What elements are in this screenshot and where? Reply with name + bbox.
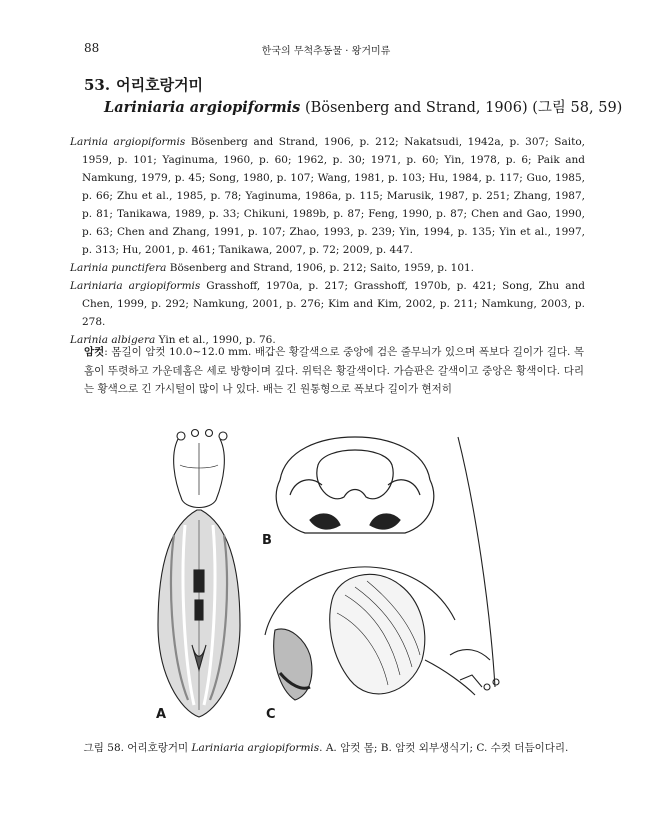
eye — [192, 430, 199, 437]
eye — [177, 432, 185, 440]
scape — [317, 450, 393, 499]
species-authority: (Bösenberg and Strand, 1906) — [300, 100, 533, 116]
tibia-spot — [484, 684, 490, 690]
abdomen-spot — [195, 600, 203, 620]
tibia-spot — [493, 679, 499, 685]
species-korean-name: 어리호랑거미 — [116, 76, 204, 94]
figure-58 — [70, 425, 590, 730]
species-number: 53. — [84, 76, 111, 94]
synonym-name: Larinia argiopiformis — [70, 136, 186, 148]
tibia-outline — [425, 660, 475, 695]
species-heading — [84, 74, 203, 95]
synonym-name: Larinia albigera — [70, 334, 156, 346]
abdomen-spot — [194, 570, 204, 592]
panel-label-b: B — [262, 533, 272, 548]
synonym-entry — [70, 277, 585, 331]
synonym-entry — [70, 259, 585, 277]
synonym-refs: Grasshoff, 1970a, p. 217; Grasshoff, 1970b, p. 421; Song, Zhu and Chen, 1999, p. 292; Namkung, 2001, p. 276; Kim and Kim, 2002, p. 211; Namkung, 2003, p. 278. — [82, 280, 585, 328]
female-body-drawing — [158, 430, 240, 718]
synonym-refs: Bösenberg and Strand, 1906, p. 212; Saito, 1959, p. 101. — [166, 262, 475, 274]
female-description — [84, 343, 584, 399]
synonym-name: Larinia punctifera — [70, 262, 167, 274]
panel-label-a: A — [156, 707, 167, 722]
panel-label-c: C — [266, 707, 276, 722]
figure-illustration — [70, 425, 590, 730]
running-title: 한국의 무척추동물 · 왕거미류 — [261, 46, 391, 57]
figure-caption — [0, 740, 652, 755]
eye — [219, 432, 227, 440]
epigynum-lobe — [290, 480, 322, 495]
page-number: 88 — [84, 41, 100, 55]
species-figure-ref: (그림 58, 59) — [532, 100, 623, 116]
synonym-entry — [70, 133, 585, 259]
caption-prefix: 그림 58. 어리호랑거미 — [83, 742, 192, 754]
epigynum-lobe — [388, 480, 420, 495]
synonym-name: Lariniaria argiopiformis — [70, 280, 201, 292]
patella-outline — [450, 650, 490, 660]
description-label: 암컷 — [84, 346, 105, 358]
copulatory-opening — [370, 514, 400, 529]
species-subheading — [104, 96, 622, 117]
species-scientific-name: Lariniaria argiopiformis — [104, 99, 301, 116]
caption-scientific-name: Lariniaria argiopiformis — [191, 742, 320, 754]
eye — [206, 430, 213, 437]
description-text: : 몸길이 암컷 10.0~12.0 mm. 배갑은 황갈색으로 중앙에 검은 줄무늬가 있으며 폭보다 길이가 길다. 목홈이 뚜렷하고 가운데홈은 세로 방향이며 깊다. 위턱은 황갈색이다. 가슴판은 갈색이고 중앙은 황색이다. 다리는 황색으로 긴 가시털이 많이 나 있다. 배는 긴 원통형으로 폭보다 길이가 현저히 — [84, 346, 584, 395]
synonymy-list — [70, 133, 585, 349]
epigynum-drawing — [276, 437, 434, 533]
palp-bulb — [330, 574, 425, 694]
synonym-refs: Bösenberg and Strand, 1906, p. 212; Nakatsudi, 1942a, p. 307; Saito, 1959, p. 101; Yaginuma, 1960, p. 60; 1962, p. 30; 1971, p. 60; Yin, 1978, p. 6; Paik and Namkung, 1979, p. 45; Song, 1980, p. 107; Wang, 1981, p. 103; Hu, 1984, p. 117; Guo, 1985, p. 66; Zhu et al., 1985, p. 78; Yaginuma, 1986a, p. 115; Marusik, 1987, p. 251; Zhang, 1987, p. 81; Tanikawa, 1989, p. 33; Chikuni, 1989b, p. 87; Feng, 1990, p. 87; Chen and Gao, 1990, p. 63; Chen and Zhang, 1991, p. 107; Zhao, 1993, p. 239; Yin, 1994, p. 135; Yin et al., 1997, p. 313; Hu, 2001, p. 461; Tanikawa, 2007, p. 72; 2009, p. 447. — [82, 136, 585, 256]
caption-suffix: . A. 암컷 몸; B. 암컷 외부생식기; C. 수컷 더듬이다리. — [319, 742, 569, 754]
copulatory-opening — [310, 514, 340, 529]
synonym-refs: Yin et al., 1990, p. 76. — [155, 334, 276, 346]
